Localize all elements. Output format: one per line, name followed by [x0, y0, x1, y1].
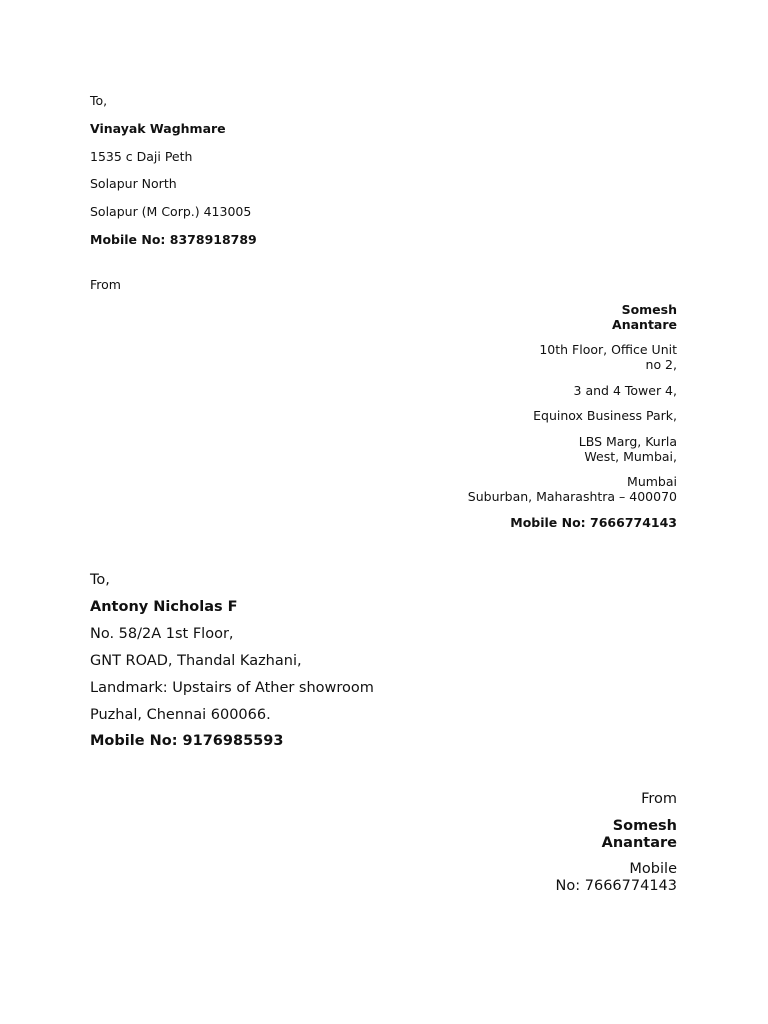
sender-name-line: Somesh	[612, 818, 677, 834]
sender-address-block	[539, 342, 677, 372]
recipient-mobile: Mobile No: 9176985593	[90, 733, 284, 749]
recipient-address-line: No. 58/2A 1st Floor,	[90, 626, 234, 642]
sender-address-block	[579, 434, 677, 464]
from-label: From	[90, 277, 121, 292]
recipient-address-line: Puzhal, Chennai 600066.	[90, 707, 271, 723]
sender-address-line: LBS Marg, Kurla	[578, 434, 677, 449]
recipient-address-line: 1535 c Daji Peth	[90, 149, 193, 164]
recipient-mobile: Mobile No: 8378918789	[90, 232, 257, 247]
sender-address-line: West, Mumbai,	[584, 449, 677, 464]
sender-mobile-line: Mobile	[629, 861, 677, 877]
recipient-address-line: Solapur North	[90, 176, 177, 191]
sender-address-line: no 2,	[645, 357, 677, 372]
sender-address-line: Equinox Business Park,	[533, 408, 677, 423]
sender-address-block	[468, 474, 677, 504]
sender-address-line: 3 and 4 Tower 4,	[573, 383, 677, 398]
recipient-name: Vinayak Waghmare	[90, 121, 226, 136]
sender-address-block	[574, 383, 677, 398]
to-label: To,	[90, 572, 110, 588]
sender-mobile: Mobile No: 7666774143	[510, 515, 677, 530]
sender-address-line: Mumbai	[627, 474, 677, 489]
from-label: From	[641, 791, 677, 807]
sender-name-line: Somesh	[621, 302, 677, 317]
sender-address-line: 10th Floor, Office Unit	[539, 342, 677, 357]
sender-mobile	[556, 861, 677, 894]
sender-address-line: Suburban, Maharashtra – 400070	[467, 489, 677, 504]
recipient-address-line: Landmark: Upstairs of Ather showroom	[90, 680, 374, 696]
sender-name-line: Anantare	[601, 834, 677, 851]
sender-name	[602, 818, 677, 851]
recipient-address-line: GNT ROAD, Thandal Kazhani,	[90, 653, 302, 669]
to-label: To,	[90, 93, 108, 108]
sender-address-block	[533, 408, 677, 423]
sender-name	[612, 302, 677, 332]
sender-mobile-line: No: 7666774143	[555, 877, 677, 894]
sender-name-line: Anantare	[612, 317, 677, 332]
recipient-name: Antony Nicholas F	[90, 599, 238, 615]
recipient-address-line: Solapur (M Corp.) 413005	[90, 204, 252, 219]
